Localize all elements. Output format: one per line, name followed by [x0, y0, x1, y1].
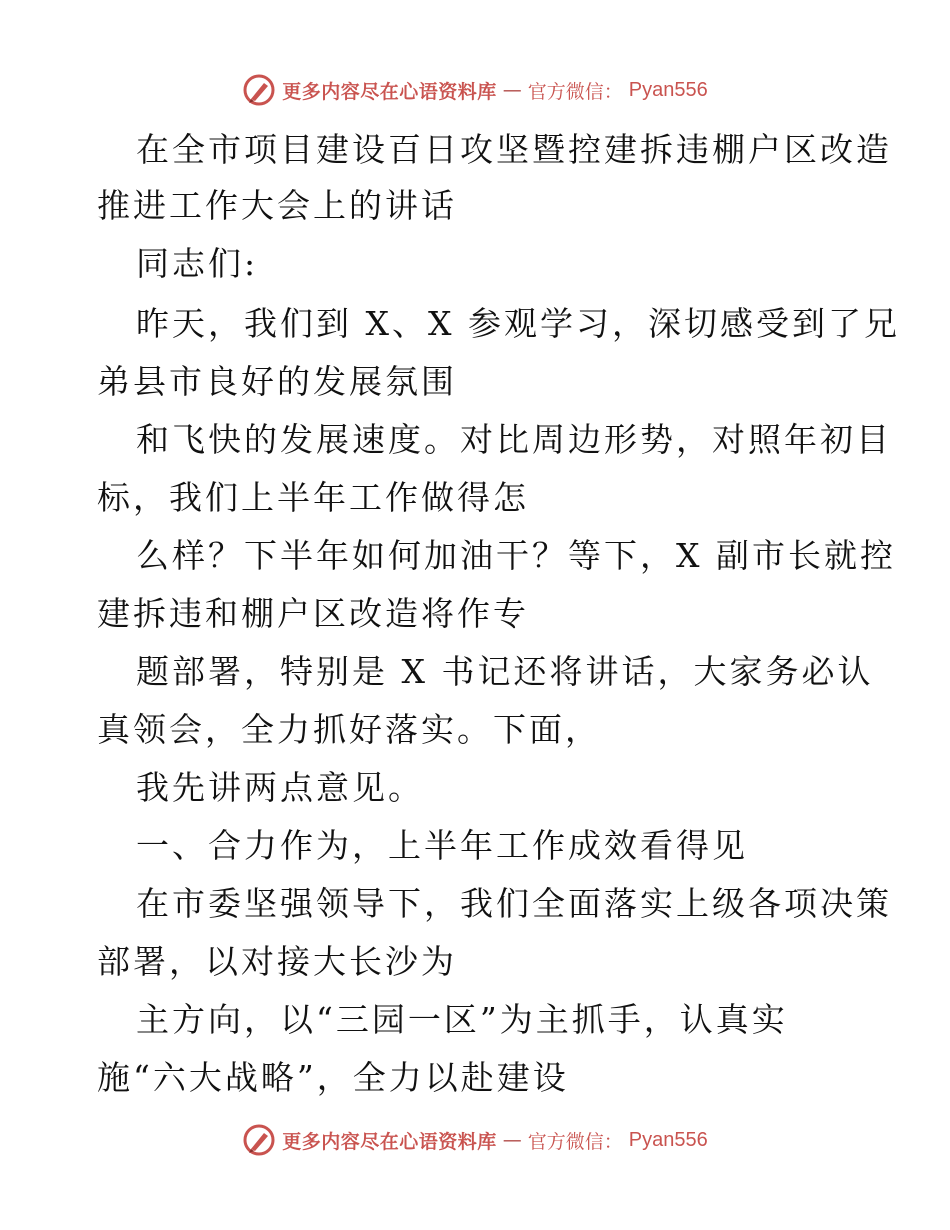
paragraph-line: 在市委坚强领导下，我们全面落实上级各项决策 — [136, 884, 892, 923]
paragraph-line: 真领会，全力抓好落实。下面， — [97, 710, 601, 749]
paragraph-line: 么样？下半年如何加油干？等下，X 副市长就控 — [136, 536, 896, 575]
watermark-wechat-id: Pyan556 — [628, 78, 708, 101]
paragraph-line: 建拆违和棚户区改造将作专 — [97, 594, 529, 633]
watermark-wechat-label: 官方微信： — [527, 80, 623, 103]
watermark-wechat-label: 官方微信： — [527, 1130, 623, 1153]
paragraph-line: 部署，以对接大长沙为 — [97, 942, 457, 981]
watermark-footer — [0, 1120, 950, 1160]
watermark-brand: 更多内容尽在心语资料库 — [282, 80, 497, 103]
pen-logo-icon — [242, 1123, 276, 1157]
paragraph-line: 题部署，特别是 X 书记还将讲话，大家务必认 — [136, 652, 874, 691]
watermark-separator: — — [502, 79, 522, 101]
watermark-separator: — — [502, 1129, 522, 1151]
document-title-line-1: 在全市项目建设百日攻坚暨控建拆违棚户区改造 — [136, 130, 892, 169]
watermark-brand: 更多内容尽在心语资料库 — [282, 1130, 497, 1153]
paragraph-line: 和飞快的发展速度。对比周边形势，对照年初目 — [136, 420, 892, 459]
watermark-header — [0, 70, 950, 110]
paragraph-line: 弟县市良好的发展氛围 — [97, 362, 457, 401]
paragraph-line: 施“六大战略”，全力以赴建设 — [97, 1058, 569, 1097]
document-title-line-2: 推进工作大会上的讲话 — [97, 186, 457, 225]
paragraph-line: 我先讲两点意见。 — [136, 768, 424, 807]
paragraph-line: 标，我们上半年工作做得怎 — [97, 478, 529, 517]
section-heading: 一、合力作为，上半年工作成效看得见 — [136, 826, 748, 865]
paragraph-line: 主方向，以“三园一区”为主抓手，认真实 — [136, 1000, 788, 1039]
pen-logo-icon — [242, 73, 276, 107]
salutation: 同志们: — [136, 244, 259, 283]
watermark-wechat-id: Pyan556 — [628, 1128, 708, 1151]
paragraph-line: 昨天，我们到 X、X 参观学习，深切感受到了兄 — [136, 304, 900, 343]
